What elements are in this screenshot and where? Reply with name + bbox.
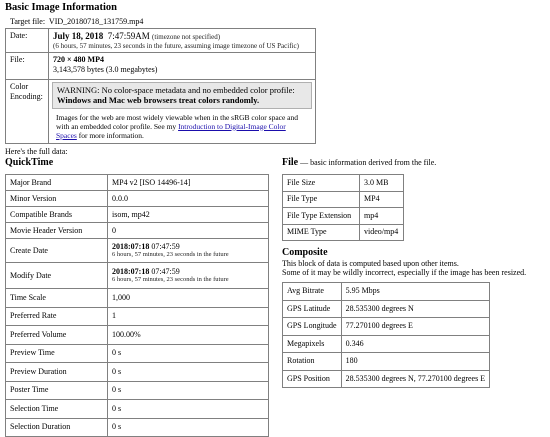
row-key: MIME Type — [283, 224, 360, 241]
row-key: Minor Version — [6, 191, 108, 207]
file-table — [282, 174, 404, 241]
row-value: 1,000 — [108, 289, 269, 308]
row-key: GPS Longitude — [283, 318, 342, 336]
row-value: 0 s — [108, 418, 269, 437]
row-value: MP4 v2 [ISO 14496-14] — [108, 175, 269, 191]
row-value: 0 s — [108, 344, 269, 363]
row-value: 28.535300 degrees N, 77.270100 degrees E — [341, 370, 490, 388]
table-row — [6, 263, 269, 289]
row-value: 100.00% — [108, 326, 269, 345]
row-key: GPS Latitude — [283, 300, 342, 318]
color-spaces-link[interactable]: Introduction to Digital-Image Color Spaces — [56, 121, 286, 140]
row-key: Movie Header Version — [6, 223, 108, 239]
table-row — [6, 175, 269, 191]
date-bold: July 18, 2018 — [53, 31, 104, 41]
date-row — [6, 29, 316, 53]
table-row — [6, 223, 269, 239]
row-key: File Type — [283, 191, 360, 208]
row-key: Preferred Volume — [6, 326, 108, 345]
color-note: Images for the web are most widely viewable when in the sRGB color space and with an embedded color profile. See my Introduction to Digital-Image Color Spaces for more information. — [56, 112, 299, 140]
composite-table — [282, 282, 490, 388]
quicktime-heading: QuickTime — [5, 157, 54, 168]
row-value: MP4 — [360, 191, 404, 208]
row-key: Poster Time — [6, 381, 108, 400]
row-key: Selection Time — [6, 400, 108, 419]
table-row — [283, 283, 490, 301]
table-row — [283, 175, 404, 192]
file-heading-title: File — [282, 157, 299, 168]
modify-date-value: 2018:07:18 07:47:59 6 hours, 57 minutes, 23 seconds in the future — [108, 263, 269, 289]
row-value: 3.0 MB — [360, 175, 404, 192]
table-row — [283, 353, 490, 371]
table-row — [283, 318, 490, 336]
date-sub: (6 hours, 57 minutes, 23 seconds in the future, assuming image timezone of US Pacific) — [53, 41, 299, 50]
row-value: 0 s — [108, 363, 269, 382]
row-key: Time Scale — [6, 289, 108, 308]
file-row — [6, 53, 316, 80]
table-row — [6, 381, 269, 400]
file-dims: 720 × 480 MP4 — [53, 55, 104, 65]
row-value: video/mp4 — [360, 224, 404, 241]
row-value: isom, mp42 — [108, 207, 269, 223]
composite-desc-2: Some of it may be wildly incorrect, especially if the image has been resized. — [282, 268, 527, 277]
color-value — [49, 80, 316, 143]
table-row — [6, 400, 269, 419]
row-value: 1 — [108, 307, 269, 326]
table-row — [283, 224, 404, 241]
target-file-value: VID_20180718_131759.mp4 — [48, 17, 144, 26]
row-key: File Size — [283, 175, 360, 192]
table-row — [6, 344, 269, 363]
date-label: Date: — [6, 29, 49, 53]
color-row — [6, 80, 316, 143]
row-key: Preview Time — [6, 344, 108, 363]
table-row — [283, 370, 490, 388]
row-key: Preview Duration — [6, 363, 108, 382]
color-label: Color Encoding: — [6, 80, 49, 143]
row-key: Rotation — [283, 353, 342, 371]
table-row — [6, 418, 269, 437]
table-row — [6, 239, 269, 263]
row-key: Avg Bitrate — [283, 283, 342, 301]
table-row — [6, 307, 269, 326]
file-heading — [282, 157, 436, 169]
row-value: 0.0.0 — [108, 191, 269, 207]
file-bytes: 3,143,578 bytes (3.0 megabytes) — [53, 64, 158, 74]
quicktime-table — [5, 174, 269, 437]
row-key: File Type Extension — [283, 208, 360, 225]
row-key: GPS Position — [283, 370, 342, 388]
table-row — [6, 363, 269, 382]
file-heading-subtitle: — basic information derived from the file. — [298, 158, 437, 167]
composite-desc-1: This block of data is computed based upon other items. — [282, 259, 459, 268]
table-row — [6, 289, 269, 308]
basic-info-table — [5, 28, 316, 144]
row-value: 0 s — [108, 381, 269, 400]
date-value — [49, 29, 316, 53]
warning-line-2: Windows and Mac web browsers treat colors randomly. — [57, 95, 260, 106]
row-value: 180 — [341, 353, 490, 371]
table-row — [283, 208, 404, 225]
file-value — [49, 53, 316, 80]
row-value: 5.95 Mbps — [341, 283, 490, 301]
table-row — [6, 191, 269, 207]
date-time: 7:47:59AM — [107, 31, 150, 41]
row-value: mp4 — [360, 208, 404, 225]
row-key: Selection Duration — [6, 418, 108, 437]
row-value: 0.346 — [341, 335, 490, 353]
warning-box — [52, 82, 312, 108]
table-row — [6, 326, 269, 345]
table-row — [283, 300, 490, 318]
create-date-value: 2018:07:18 07:47:59 6 hours, 57 minutes, 23 seconds in the future — [108, 239, 269, 263]
row-key: Megapixels — [283, 335, 342, 353]
target-file-label: Target file: — [10, 17, 46, 26]
composite-heading: Composite — [282, 247, 328, 258]
page-title: Basic Image Information — [5, 2, 117, 13]
file-label: File: — [6, 53, 49, 80]
row-value: 77.270100 degrees E — [341, 318, 490, 336]
row-key: Major Brand — [6, 175, 108, 191]
row-value: 0 s — [108, 400, 269, 419]
warning-line-1: WARNING: No color-space metadata and no embedded color profile: — [57, 85, 295, 96]
row-key: Preferred Rate — [6, 307, 108, 326]
target-file — [10, 17, 143, 27]
modify-date-label: Modify Date — [6, 263, 108, 289]
create-date-label: Create Date — [6, 239, 108, 263]
full-data-label: Here's the full data: — [5, 147, 68, 156]
table-row — [6, 207, 269, 223]
date-tz-note: (timezone not specified) — [152, 33, 221, 41]
row-key: Compatible Brands — [6, 207, 108, 223]
table-row — [283, 191, 404, 208]
row-value: 0 — [108, 223, 269, 239]
table-row — [283, 335, 490, 353]
row-value: 28.535300 degrees N — [341, 300, 490, 318]
